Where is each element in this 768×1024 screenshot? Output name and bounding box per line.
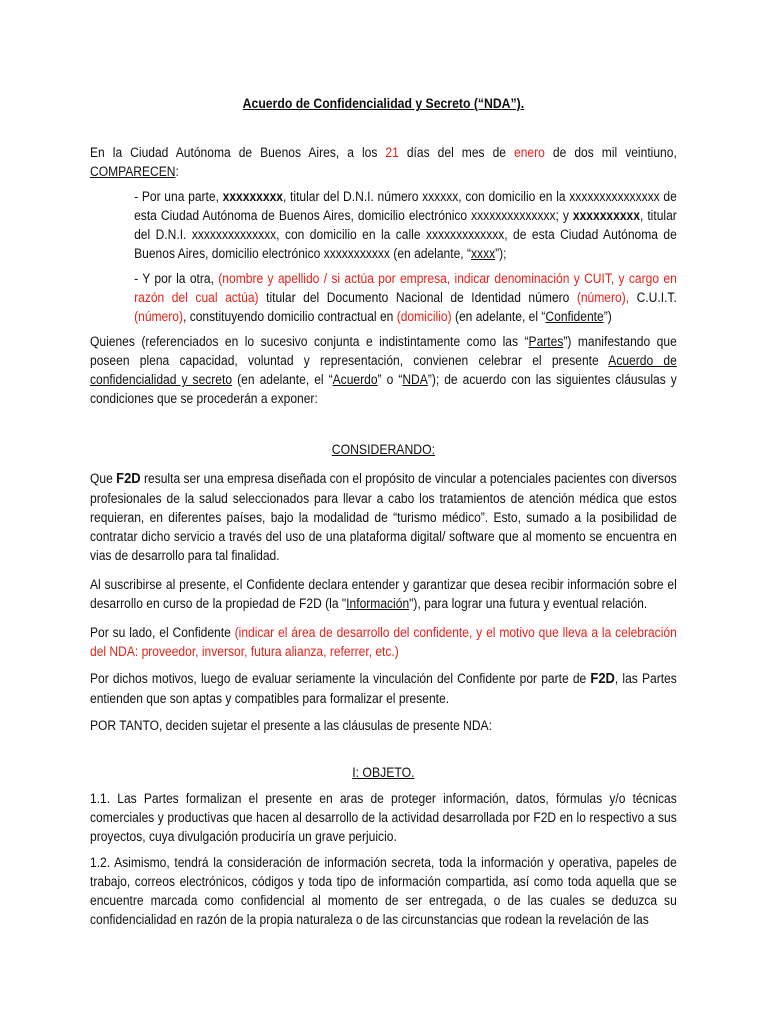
party-two-text-4: , constituyendo domicilio contractual en: [182, 309, 397, 324]
considerando-paragraph-3: [90, 623, 677, 661]
c1-text-1: Que: [90, 471, 117, 486]
party-one-text-3: , titular del D.N.I. xxxxxxxxxxxxxx, con domicilio en la calle xxxxxxxxxxxxx, de esta Ciudad Autónoma de Buenos Aires, domicilio electrónico xxxxxxxxxxx (en adelante, “: [134, 208, 677, 261]
party-one-paragraph: [90, 187, 677, 263]
objeto-heading: I: OBJETO.: [352, 765, 415, 780]
quienes-text-5: ”); de acuerdo con las siguientes cláusulas y condiciones que se procederán a exponer:: [90, 372, 677, 406]
considerando-paragraph-2: [90, 575, 677, 613]
party-two-paragraph: [90, 269, 677, 326]
party-two-placeholder-dni: (número),: [576, 290, 630, 305]
party-two-placeholder-domicilio: (domicilio): [396, 309, 452, 324]
quienes-text-2: ”) manifestando que poseen plena capacidad, voluntad y representación, convienen celebrar el presente: [90, 334, 677, 368]
objeto-clause-1-2: 1.2. Asimismo, tendrá la consideración de información secreta, toda la información y operativa, papeles de trabajo, correos electrónicos, códigos y toda tipo de información compartida, así como toda aquella que se encuentre marcada como confidencial al momento de ser entregada, o de las cuales se deduzca su confidencialidad en razón de la propia naturaleza o de las circunstancias que rodean la revelación de las: [90, 855, 677, 927]
c1-text-2: resulta ser una empresa diseñada con el propósito de vincular a potenciales pacientes con diversos profesionales de la salud seleccionados para llevar a cabo los tratamientos de atención médica que estos requieran, en diferentes países, bajo la modalidad de “turismo médico”. Esto, sumado a la posibilidad de contratar dicho servicio a través del uso de una plataforma digital/ software que al momento se encuentra en vias de desarrollo para tal finalidad.: [90, 471, 677, 563]
intro-day: 21: [385, 145, 399, 160]
partes-term: Partes: [528, 334, 564, 349]
document-body: [90, 94, 677, 929]
party-two-text-6: ”): [603, 309, 612, 324]
intro-colon: :: [175, 164, 179, 179]
party-one-text-2: , titular del D.N.I. número xxxxxx, con domicilio en la xxxxxxxxxxxxxxx de esta Ciudad Autónoma de Buenos Aires, domicilio electrónico xxxxxxxxxxxxxx; y: [134, 189, 677, 223]
acuerdo-confidencialidad-term: Acuerdo de confidencialidad y secreto: [90, 353, 677, 387]
considerando-paragraph-5: POR TANTO, deciden sujetar el presente a las cláusulas de presente NDA:: [90, 718, 492, 733]
informacion-term: Información: [346, 596, 410, 611]
party-one-text-4: ”);: [495, 246, 507, 261]
nda-term: NDA: [402, 372, 428, 387]
party-one-text-1: - Por una parte,: [134, 189, 223, 204]
acuerdo-term: Acuerdo: [332, 372, 378, 387]
quienes-text-1: Quienes (referenciados en lo sucesivo conjunta e indistintamente como las “: [90, 334, 529, 349]
party-two-text-1: - Y por la otra,: [134, 271, 219, 286]
intro-month: enero: [514, 145, 545, 160]
f2d-name-2: F2D: [590, 671, 615, 687]
quienes-text-3: (en adelante, el “: [232, 372, 333, 387]
comparecen-label: COMPARECEN: [90, 164, 176, 179]
intro-text-3: de dos mil veintiuno,: [544, 145, 677, 160]
c2-text-1: Al suscribirse al presente, el Confidente declara entender y garantizar que desea recibir información sobre el desarrollo en curso de la propiedad de F2D (la ": [90, 577, 677, 611]
party-one-name-2: xxxxxxxxxx: [572, 208, 640, 223]
quienes-paragraph: [90, 332, 677, 408]
considerando-paragraph-4: [90, 669, 677, 708]
c2-text-2: "), para lograr una futura y eventual relación.: [409, 596, 648, 611]
party-two-placeholder-cuit: (número): [134, 309, 183, 324]
intro-paragraph: [90, 143, 677, 181]
considerando-heading: CONSIDERANDO:: [331, 442, 436, 457]
intro-text-2: días del mes de: [398, 145, 515, 160]
party-one-alias: xxxx: [471, 246, 496, 261]
quienes-text-4: ” o “: [377, 372, 403, 387]
party-two-text-2: titular del Documento Nacional de Identidad número: [258, 290, 577, 305]
intro-text-1: En la Ciudad Autónoma de Buenos Aires, a los: [90, 145, 386, 160]
c3-text-1: Por su lado, el Confidente: [90, 625, 235, 640]
objeto-clause-1-1: 1.1. Las Partes formalizan el presente en aras de proteger información, datos, fórmulas y/o técnicas comerciales y productivas que hacen al desarrollo de la actividad desarrollada por F2D en lo respectivo a sus proyectos, cuya divulgación produciría un grave perjuicio.: [90, 791, 677, 844]
party-two-text-3: C.U.I.T.: [629, 290, 677, 305]
considerando-paragraph-1: [90, 469, 677, 565]
f2d-name: F2D: [116, 471, 141, 487]
party-two-alias: Confidente: [545, 309, 604, 324]
c4-text-1: Por dichos motivos, luego de evaluar seriamente la vinculación del Confidente por parte de: [90, 671, 591, 686]
party-two-placeholder-name: (nombre y apellido / si actúa por empresa, indicar denominación y CUIT, y cargo en razón del cual actúa): [134, 271, 677, 305]
party-two-text-5: (en adelante, el “: [451, 309, 546, 324]
c3-placeholder: (indicar el área de desarrollo del confidente, y el motivo que lleva a la celebración del NDA: proveedor, inversor, futura alianza, referrer, etc.): [90, 625, 677, 659]
party-one-name-1: xxxxxxxxx: [222, 189, 283, 204]
c4-text-2: , las Partes entienden que son aptas y compatibles para formalizar el presente.: [90, 671, 677, 706]
document-title: Acuerdo de Confidencialidad y Secreto (“NDA”).: [242, 96, 525, 111]
